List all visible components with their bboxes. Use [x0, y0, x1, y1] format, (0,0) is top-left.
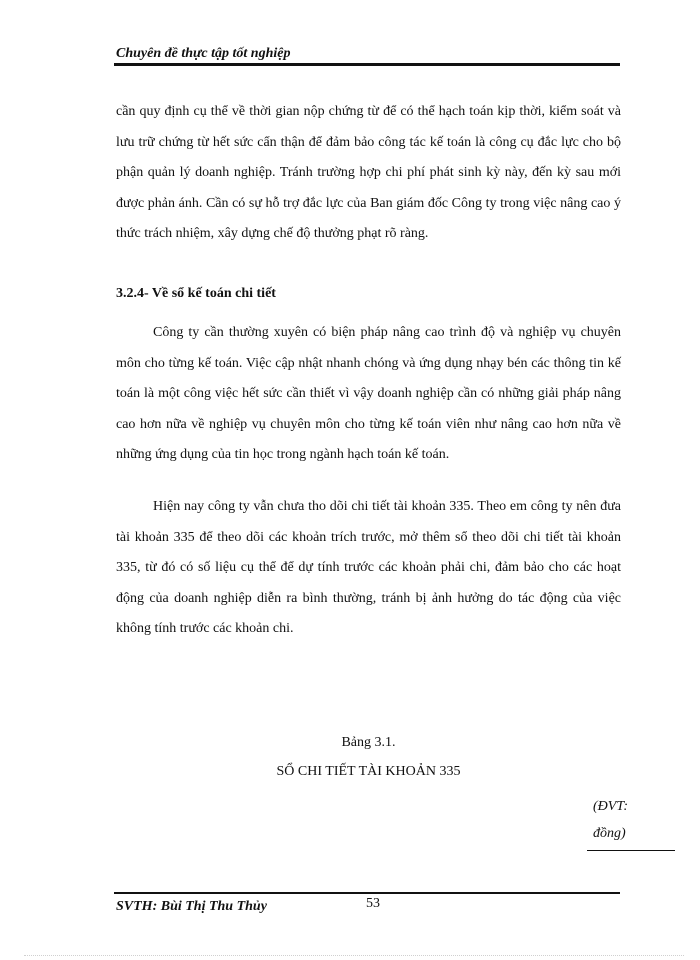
paragraph-3: Hiện nay công ty vẫn chưa tho dõi chi tiết tài khoản 335. Theo em công ty nên đưa tài khoản 335 để theo dõi các khoản trích trước, mở thêm sổ theo dõi chi tiết tài khoản 335, từ đó có số liệu cụ thể để dự tính trước các khoản phải chi, đảm bảo cho các hoạt động của doanh nghiệp diễn ra bình thường, tránh bị ảnh hưởng do tác động của việc không tính trước các khoản chi.	[116, 499, 621, 636]
table-title: SỔ CHI TIẾT TÀI KHOẢN 335	[276, 764, 461, 779]
footer-divider	[114, 892, 620, 894]
paragraph-1: cần quy định cụ thể về thời gian nộp chứng từ để có thể hạch toán kịp thời, kiểm soát và lưu trữ chứng từ hết sức cẩn thận để đảm bảo công tác kế toán là công cụ đắc lực cho bộ phận quản lý doanh nghiệp. Tránh trường hợp chi phí phát sinh kỳ này, đến kỳ sau mới được phản ánh. Cần có sự hỗ trợ đắc lực của Ban giám đốc Công ty trong việc nâng cao ý thức trách nhiệm, xây dựng chế độ thưởng phạt rõ ràng.	[116, 104, 621, 241]
footer-author: SVTH: Bùi Thị Thu Thủy	[116, 899, 267, 914]
unit-label-line-2: đồng)	[593, 826, 626, 841]
header-divider	[114, 63, 620, 66]
page-bottom-edge	[24, 955, 684, 956]
table-number: Bảng 3.1.	[341, 735, 396, 750]
page-number: 53	[366, 896, 380, 911]
header-title: Chuyên đề thực tập tốt nghiệp	[116, 46, 291, 61]
unit-underline	[587, 850, 675, 851]
paragraph-2: Công ty cần thường xuyên có biện pháp nâng cao trình độ và nghiệp vụ chuyên môn cho từng kế toán. Việc cập nhật nhanh chóng và ứng dụng nhạy bén các thông tin kế toán là một công việc hết sức cần thiết vì vậy doanh nghiệp cần có những giải pháp nâng cao hơn nữa về nghiệp vụ chuyên môn cho từng kế toán viên như nâng cao hơn nữa về những ứng dụng của tin học trong ngành hạch toán kế toán.	[116, 325, 621, 462]
unit-label-line-1: (ĐVT:	[593, 799, 628, 814]
section-heading: 3.2.4- Về sổ kế toán chi tiết	[116, 286, 276, 301]
unit-label	[593, 793, 653, 847]
